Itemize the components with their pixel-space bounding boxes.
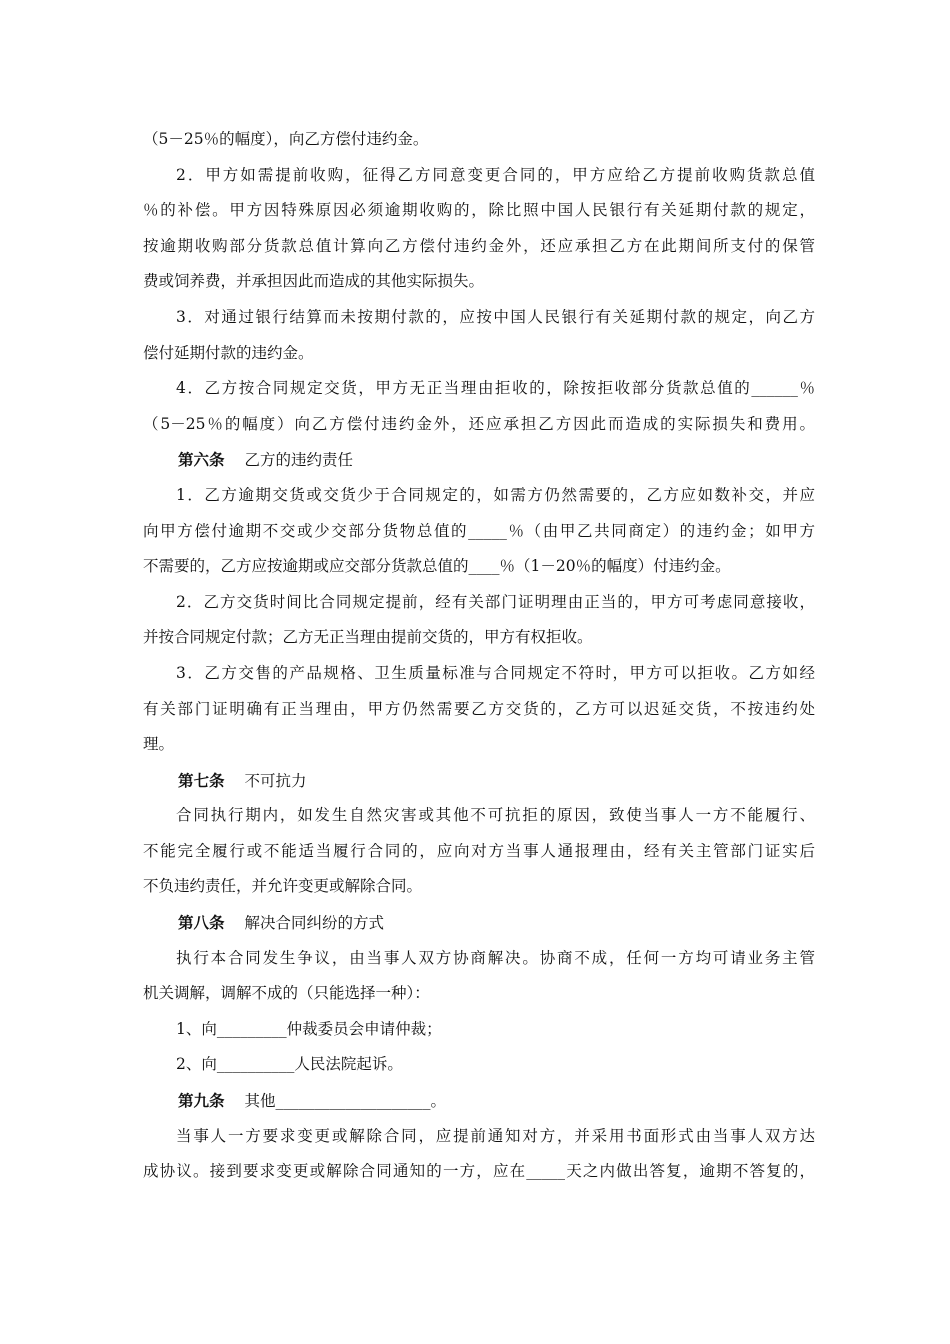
line-text: 当事人一方要求变更或解除合同，应提前通知对方，并采用书面形式由当事人双方达 <box>176 1126 815 1145</box>
article-7-title: 不可抗力 <box>244 771 307 790</box>
line-text: 有关部门证明确有正当理由，甲方仍然需要乙方交货的，乙方可以迟延交货，不按违约处 <box>143 699 815 718</box>
text-line <box>143 549 815 585</box>
line-text-before-blank: 4．乙方按合同规定交货，甲方无正当理由拒收的，除按拒收部分货款总值的 <box>176 379 752 398</box>
text-line <box>143 1154 815 1190</box>
fill-in-blank: _____ <box>526 1162 566 1181</box>
text-line <box>143 798 815 834</box>
line-text-before-blank: 成协议。接到要求变更或解除合同通知的一方，应在 <box>143 1162 527 1181</box>
line-text-after-blank: 天之内做出答复，逾期不答复的， <box>565 1162 815 1181</box>
text-line <box>143 407 815 443</box>
text-line <box>143 585 815 621</box>
article-7-heading <box>143 763 815 799</box>
text-line <box>143 478 815 514</box>
article-9-end: 。 <box>430 1092 447 1111</box>
article-8-number: 第八条 <box>178 913 225 933</box>
article-9-number: 第九条 <box>178 1091 225 1111</box>
line-text: （5－25％的幅度），向乙方偿付违约金。 <box>143 130 429 148</box>
text-line <box>143 869 815 905</box>
line-text: 合同执行期内，如发生自然灾害或其他不可抗拒的原因，致使当事人一方不能履行、 <box>176 806 815 825</box>
fill-in-blank: ____ <box>468 557 500 576</box>
line-text: 1．乙方逾期交货或交货少于合同规定的，如需方仍然需要的，乙方应如数补交，并应 <box>176 485 815 504</box>
line-text: 不负违约责任，并允许变更或解除合同。 <box>143 877 423 896</box>
line-text-after-blank: ％ <box>797 379 815 398</box>
text-line <box>143 158 815 194</box>
text-line <box>143 1047 815 1083</box>
line-text-before-blank: 向甲方偿付逾期不交或少交部分货物总值的 <box>143 521 469 540</box>
text-line <box>143 976 815 1012</box>
line-text: （5－25％的幅度）向乙方偿付违约金外，还应承担乙方因此而造成的实际损失和费用。 <box>143 414 815 433</box>
line-text: 3．乙方交售的产品规格、卫生质量标准与合同规定不符时，甲方可以拒收。乙方如经 <box>176 663 815 682</box>
fill-in-blank: _________ <box>216 1019 287 1038</box>
line-text: 机关调解，调解不成的（只能选择一种）： <box>143 984 430 1003</box>
text-line <box>143 727 815 763</box>
article-8-title: 解决合同纠纷的方式 <box>244 914 385 933</box>
line-text: 偿付延期付款的违约金。 <box>143 343 314 362</box>
text-line <box>143 371 815 407</box>
text-line <box>143 193 815 229</box>
line-text: 3．对通过银行结算而未按期付款的，应按中国人民银行有关延期付款的规定，向乙方 <box>176 307 815 326</box>
text-line <box>143 336 815 372</box>
line-text-before-blank: 1、向 <box>176 1019 217 1038</box>
text-line <box>143 1119 815 1155</box>
text-line <box>143 656 815 692</box>
text-line <box>143 264 815 300</box>
line-text: 2．甲方如需提前收购，征得乙方同意变更合同的，甲方应给乙方提前收购货款总值 <box>176 165 815 184</box>
text-line <box>143 122 815 158</box>
line-text-before-blank: 2、向 <box>176 1055 217 1074</box>
article-9-title: 其他 <box>244 1092 276 1111</box>
article-6-title: 乙方的违约责任 <box>244 451 354 470</box>
line-text: 费或饲养费，并承担因此而造成的其他实际损失。 <box>143 272 485 291</box>
line-text: 并按合同规定付款；乙方无正当理由提前交货的，甲方有权拒收。 <box>143 628 593 647</box>
article-6-body <box>143 478 815 763</box>
fill-in-blank: _____ <box>468 521 507 540</box>
line-text-before-blank: 不需要的，乙方应按逾期或应交部分货款总值的 <box>143 557 469 576</box>
fill-in-blank: __________ <box>216 1055 295 1074</box>
text-line <box>143 514 815 550</box>
line-text-after-blank: ％（由甲乙共同商定）的违约金；如甲方 <box>506 521 815 540</box>
line-text-after-blank: 仲裁委员会申请仲裁； <box>286 1019 442 1038</box>
article-9-heading <box>143 1083 815 1119</box>
article-9-body <box>143 1119 815 1190</box>
text-line <box>143 692 815 728</box>
line-text: 按逾期收购部分货款总值计算向乙方偿付违约金外，还应承担乙方在此期间所支付的保管 <box>143 236 815 255</box>
article-9-blank: ____________________ <box>275 1092 431 1111</box>
article-7-number: 第七条 <box>178 770 225 790</box>
line-text: 2．乙方交货时间比合同规定提前，经有关部门证明理由正当的，甲方可考虑同意接收， <box>176 592 815 611</box>
text-line <box>143 300 815 336</box>
line-text-after-blank: 人民法院起诉。 <box>294 1055 403 1074</box>
article-6-number: 第六条 <box>178 450 225 470</box>
line-text: 理。 <box>143 735 175 754</box>
line-text-after-blank: ％（1－20％的幅度）付违约金。 <box>499 557 731 576</box>
document-page <box>143 122 815 1190</box>
fill-in-blank: ______ <box>751 379 798 398</box>
article-7-body <box>143 798 815 905</box>
text-line <box>143 620 815 656</box>
line-text: ％的补偿。甲方因特殊原因必须逾期收购的，除比照中国人民银行有关延期付款的规定， <box>143 201 815 220</box>
text-line <box>143 834 815 870</box>
line-text: 执行本合同发生争议，由当事人双方协商解决。协商不成，任何一方均可请业务主管 <box>176 948 815 967</box>
article-8-body <box>143 941 815 1083</box>
article-5-continuation <box>143 122 815 442</box>
article-8-heading <box>143 905 815 941</box>
line-text: 不能完全履行或不能适当履行合同的，应向对方当事人通报理由，经有关主管部门证实后 <box>143 841 815 860</box>
text-line <box>143 941 815 977</box>
text-line <box>143 1012 815 1048</box>
article-6-heading <box>143 442 815 478</box>
text-line <box>143 229 815 265</box>
